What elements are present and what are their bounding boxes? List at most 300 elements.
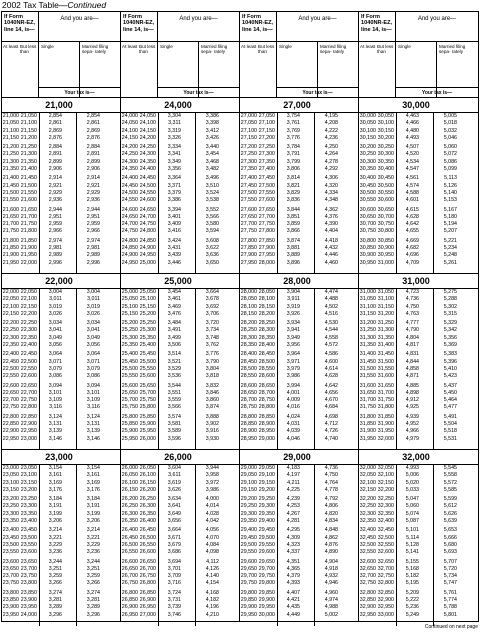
single-tax-cell: 2,951 <box>48 213 62 220</box>
single-tax-cell: 5,249 <box>405 611 419 618</box>
at-least-cell: 28,000 <box>240 289 257 295</box>
single-tax-cell: 4,817 <box>405 342 419 349</box>
single-tax-cell: 3,094 <box>48 382 62 389</box>
but-less-than-cell: 21,750 <box>20 221 37 228</box>
table-row <box>359 487 478 494</box>
single-tax-cell: 4,912 <box>405 397 419 404</box>
but-less-than-cell: 25,200 <box>139 310 156 317</box>
table-row <box>240 480 358 487</box>
at-least-cell: 29,500 <box>240 541 257 548</box>
but-less-than-cell: 29,350 <box>258 510 275 517</box>
married-separately-tax-cell: 2,944 <box>86 206 100 213</box>
at-least-cell: 24,250 <box>121 151 138 158</box>
at-least-cell: 24,450 <box>121 182 138 189</box>
but-less-than-cell: 23,400 <box>20 518 37 525</box>
at-least-cell: 28,400 <box>240 351 257 358</box>
single-tax-cell: 3,679 <box>167 541 181 548</box>
married-separately-tax-cell: 5,261 <box>443 259 457 266</box>
table-row <box>359 311 478 318</box>
table-row <box>240 304 358 311</box>
table-row <box>359 542 478 549</box>
but-less-than-cell: 25,150 <box>139 303 156 310</box>
but-less-than-cell: 27,100 <box>258 120 275 127</box>
at-least-cell: 22,450 <box>2 358 19 365</box>
married-separately-tax-cell: 2,951 <box>86 213 100 220</box>
block-heading-label: 22,000 <box>45 276 73 286</box>
at-least-cell: 28,900 <box>240 428 257 435</box>
table-row <box>2 373 120 380</box>
at-least-cell: 24,800 <box>121 237 138 244</box>
but-less-than-cell: 22,800 <box>20 404 37 411</box>
table-row <box>359 604 478 611</box>
table-row <box>240 151 358 158</box>
but-less-than-cell: 25,300 <box>139 327 156 334</box>
table-row <box>359 128 478 135</box>
married-separately-tax-cell: 5,046 <box>443 134 457 141</box>
but-less-than-cell: 26,100 <box>139 472 156 479</box>
married-separately-tax-cell: 5,275 <box>443 289 457 295</box>
married-separately-tax-cell: 3,972 <box>205 479 219 486</box>
single-tax-cell: 4,001 <box>286 389 300 396</box>
at-least-cell: 30,550 <box>359 197 376 204</box>
at-least-cell: 24,050 <box>121 120 138 127</box>
married-separately-tax-cell: 3,608 <box>205 237 219 244</box>
table-row <box>121 535 239 542</box>
married-separately-tax-cell: 2,869 <box>86 127 100 134</box>
married-separately-tax-cell: 4,806 <box>324 503 338 510</box>
single-tax-cell: 4,365 <box>286 565 300 572</box>
table-row <box>121 436 239 443</box>
but-less-than-cell: 32,200 <box>377 486 394 493</box>
at-least-cell: 29,400 <box>240 527 257 534</box>
table-row <box>121 511 239 518</box>
single-tax-cell: 4,024 <box>286 413 300 420</box>
but-less-than-cell: 31,900 <box>377 421 394 428</box>
married-separately-tax-cell: 4,208 <box>324 120 338 127</box>
but-less-than-cell: 21,250 <box>20 144 37 151</box>
married-separately-tax-cell: 4,084 <box>205 541 219 548</box>
status-header <box>396 12 478 97</box>
married-separately-tax-cell: 5,747 <box>443 580 457 587</box>
row-group <box>121 113 239 267</box>
income-block <box>240 98 358 274</box>
but-less-than-label: But less than <box>258 44 275 55</box>
at-least-cell: 24,150 <box>121 134 138 141</box>
married-separately-tax-cell: 4,292 <box>324 166 338 173</box>
table-row <box>2 566 120 573</box>
table-row <box>121 166 239 173</box>
at-least-cell: 31,850 <box>359 421 376 428</box>
married-separately-tax-cell: 5,194 <box>443 221 457 228</box>
single-tax-cell: 3,656 <box>167 518 181 525</box>
married-separately-tax-cell: 2,891 <box>86 151 100 158</box>
but-less-than-cell: 24,700 <box>139 213 156 220</box>
at-least-cell: 31,200 <box>359 320 376 327</box>
table-column <box>2 12 121 621</box>
single-tax-cell: 4,966 <box>405 428 419 435</box>
table-row <box>240 335 358 342</box>
at-least-cell: 24,700 <box>121 221 138 228</box>
table-row <box>359 390 478 397</box>
but-less-than-cell: 29,800 <box>258 580 275 587</box>
at-least-cell: 28,650 <box>240 389 257 396</box>
single-tax-cell: 3,664 <box>167 527 181 534</box>
married-separately-tax-cell: 4,390 <box>324 221 338 228</box>
income-header <box>2 12 39 97</box>
but-less-than-cell: 29,550 <box>258 541 275 548</box>
but-less-than-cell: 24,300 <box>139 151 156 158</box>
married-separately-tax-cell: 3,622 <box>205 245 219 252</box>
at-least-cell: 30,700 <box>359 221 376 228</box>
but-less-than-cell: 22,300 <box>20 327 37 334</box>
single-tax-cell: 4,407 <box>286 589 300 596</box>
married-separately-tax-cell: 4,530 <box>324 320 338 327</box>
but-less-than-cell: 25,650 <box>139 382 156 389</box>
at-least-cell: 30,200 <box>359 144 376 151</box>
married-separately-tax-cell: 5,234 <box>443 245 457 252</box>
single-tax-cell: 4,628 <box>405 213 419 220</box>
table-row <box>121 487 239 494</box>
single-tax-cell: 3,454 <box>167 289 181 295</box>
table-row <box>121 289 239 296</box>
single-tax-cell: 3,409 <box>167 221 181 228</box>
table-row <box>240 183 358 190</box>
but-less-than-cell: 23,950 <box>20 604 37 611</box>
single-tax-cell: 4,750 <box>405 303 419 310</box>
married-separately-tax-cell: 4,446 <box>324 252 338 259</box>
table-row <box>121 566 239 573</box>
table-row <box>121 414 239 421</box>
at-least-cell: 25,450 <box>121 358 138 365</box>
single-tax-cell: 3,529 <box>167 365 181 372</box>
single-tax-cell: 4,039 <box>286 428 300 435</box>
married-separately-tax-cell: 2,906 <box>86 166 100 173</box>
but-less-than-cell: 30,350 <box>377 158 394 165</box>
married-separately-tax-cell: 5,531 <box>443 435 457 442</box>
but-less-than-cell: 28,100 <box>258 296 275 303</box>
single-tax-cell: 3,731 <box>167 597 181 604</box>
at-least-cell: 32,550 <box>359 549 376 556</box>
but-less-than-cell: 25,600 <box>139 373 156 380</box>
but-less-than-cell: 24,550 <box>139 189 156 196</box>
at-least-cell: 28,500 <box>240 365 257 372</box>
but-less-than-cell: 23,800 <box>20 580 37 587</box>
table-row <box>240 289 358 296</box>
single-tax-cell: 2,891 <box>48 151 62 158</box>
but-less-than-cell: 27,900 <box>258 245 275 252</box>
table-row <box>121 183 239 190</box>
table-row <box>2 472 120 479</box>
married-separately-tax-cell: 3,034 <box>86 320 100 327</box>
at-least-cell: 22,250 <box>2 327 19 334</box>
but-less-than-cell: 21,100 <box>20 120 37 127</box>
married-separately-tax-cell: 5,072 <box>443 151 457 158</box>
at-least-cell: 30,250 <box>359 151 376 158</box>
at-least-cell: 23,600 <box>2 558 19 565</box>
income-block <box>121 274 239 450</box>
income-header <box>121 12 158 97</box>
single-tax-cell: 4,615 <box>405 206 419 213</box>
at-least-cell: 25,500 <box>121 365 138 372</box>
at-least-cell: 32,150 <box>359 486 376 493</box>
at-least-cell: 21,700 <box>2 221 19 228</box>
block-heading <box>2 450 120 465</box>
single-tax-cell: 3,251 <box>48 565 62 572</box>
married-separately-tax-cell: 3,146 <box>86 435 100 442</box>
at-least-cell: 32,100 <box>359 479 376 486</box>
but-less-than-cell: 29,500 <box>258 534 275 541</box>
but-less-than-cell: 30,500 <box>377 182 394 189</box>
but-less-than-cell: 30,400 <box>377 166 394 173</box>
table-row <box>121 480 239 487</box>
single-label: Single <box>398 44 411 49</box>
at-least-cell: 21,500 <box>2 189 19 196</box>
married-separately-tax-cell: 3,184 <box>86 496 100 503</box>
married-separately-tax-cell: 3,888 <box>205 413 219 420</box>
at-least-cell: 27,900 <box>240 252 257 259</box>
table-row <box>359 221 478 228</box>
table-row <box>359 404 478 411</box>
at-least-cell: 25,200 <box>121 320 138 327</box>
but-less-than-cell: 28,400 <box>258 342 275 349</box>
married-separately-tax-cell: 3,496 <box>205 175 219 182</box>
table-row <box>2 159 120 166</box>
at-least-cell: 28,250 <box>240 327 257 334</box>
income-block <box>121 98 239 274</box>
but-less-than-cell: 31,250 <box>377 320 394 327</box>
but-less-than-cell: 27,250 <box>258 144 275 151</box>
but-less-than-cell: 26,000 <box>139 435 156 442</box>
but-less-than-cell: 30,200 <box>377 134 394 141</box>
block-heading-label: 24,000 <box>164 100 192 110</box>
table-row <box>240 366 358 373</box>
married-separately-tax-cell: 2,914 <box>86 175 100 182</box>
at-least-cell: 29,650 <box>240 565 257 572</box>
married-separately-tax-cell: 2,876 <box>86 134 100 141</box>
table-row <box>121 151 239 158</box>
married-separately-tax-cell: 3,818 <box>205 373 219 380</box>
table-row <box>240 573 358 580</box>
but-less-than-cell: 24,100 <box>139 120 156 127</box>
single-tax-cell: 3,709 <box>167 573 181 580</box>
single-tax-cell: 4,642 <box>405 221 419 228</box>
but-less-than-cell: 31,000 <box>377 259 394 266</box>
and-you-are-label: And you are— <box>179 16 218 22</box>
single-tax-cell: 5,033 <box>405 486 419 493</box>
income-block <box>2 274 120 450</box>
at-least-cell: 24,750 <box>121 228 138 235</box>
but-less-than-cell: 29,400 <box>258 518 275 525</box>
but-less-than-cell: 23,100 <box>20 472 37 479</box>
table-column <box>359 12 478 621</box>
but-less-than-cell: 25,550 <box>139 365 156 372</box>
but-less-than-cell: 26,250 <box>139 496 156 503</box>
single-tax-cell: 4,435 <box>286 604 300 611</box>
table-row <box>2 221 120 228</box>
married-separately-tax-cell: 5,626 <box>443 510 457 517</box>
but-less-than-cell: 25,350 <box>139 334 156 341</box>
married-separately-tax-cell: 4,222 <box>324 127 338 134</box>
at-least-cell: 25,400 <box>121 351 138 358</box>
and-you-are-label: And you are— <box>417 16 457 22</box>
married-separately-tax-cell: 5,558 <box>443 472 457 479</box>
married-separately-tax-cell: 3,468 <box>205 158 219 165</box>
but-less-than-cell: 23,200 <box>20 486 37 493</box>
at-least-cell: 29,850 <box>240 597 257 604</box>
block-heading <box>2 98 120 113</box>
single-tax-cell: 4,197 <box>286 472 300 479</box>
single-tax-cell: 3,079 <box>48 365 62 372</box>
at-least-cell: 30,450 <box>359 182 376 189</box>
at-least-cell: 27,950 <box>240 259 257 266</box>
table-row <box>121 159 239 166</box>
but-less-than-cell: 31,650 <box>377 382 394 389</box>
married-separately-tax-cell: 3,281 <box>86 597 100 604</box>
married-separately-tax-cell: 2,974 <box>86 237 100 244</box>
table-row <box>359 214 478 221</box>
but-less-than-cell: 26,750 <box>139 573 156 580</box>
table-row <box>240 580 358 587</box>
married-separately-tax-cell: 5,383 <box>443 351 457 358</box>
married-separately-tax-cell: 2,899 <box>86 158 100 165</box>
married-separately-tax-cell: 3,762 <box>205 342 219 349</box>
table-row <box>121 296 239 303</box>
but-less-than-cell: 29,200 <box>258 486 275 493</box>
single-tax-cell: 3,904 <box>286 289 300 295</box>
table-row <box>121 327 239 334</box>
but-less-than-cell: 27,000 <box>139 611 156 618</box>
single-tax-cell: 4,379 <box>286 573 300 580</box>
single-tax-cell: 4,669 <box>405 237 419 244</box>
single-tax-cell: 3,244 <box>48 558 62 565</box>
but-less-than-cell: 32,750 <box>377 573 394 580</box>
married-separately-tax-cell: 3,139 <box>86 428 100 435</box>
married-separately-tax-cell: 5,180 <box>443 213 457 220</box>
but-less-than-cell: 28,450 <box>258 351 275 358</box>
but-less-than-cell: 30,750 <box>377 221 394 228</box>
but-less-than-cell: 30,000 <box>258 611 275 618</box>
but-less-than-cell: 22,750 <box>20 397 37 404</box>
at-least-label: At least <box>122 44 138 49</box>
table-row <box>2 190 120 197</box>
married-separately-tax-cell: 4,348 <box>324 197 338 204</box>
single-tax-cell: 4,463 <box>405 113 419 119</box>
table-row <box>359 327 478 334</box>
table-row <box>240 207 358 214</box>
table-row <box>2 465 120 472</box>
single-tax-cell: 2,884 <box>48 144 62 151</box>
married-separately-tax-cell: 4,306 <box>324 175 338 182</box>
at-least-cell: 21,800 <box>2 237 19 244</box>
married-separately-tax-cell: 3,524 <box>205 189 219 196</box>
married-separately-tax-cell: 3,664 <box>205 289 219 295</box>
married-separately-tax-cell: 5,221 <box>443 237 457 244</box>
at-least-cell: 23,000 <box>2 465 19 471</box>
table-row <box>240 472 358 479</box>
married-separately-tax-cell: 4,042 <box>205 518 219 525</box>
single-tax-cell: 4,281 <box>286 518 300 525</box>
married-separately-tax-cell: 4,376 <box>324 213 338 220</box>
at-least-cell: 28,950 <box>240 435 257 442</box>
table-row <box>240 436 358 443</box>
table-row <box>2 335 120 342</box>
table-row <box>2 366 120 373</box>
table-row <box>359 183 478 190</box>
at-least-cell: 22,900 <box>2 428 19 435</box>
married-separately-tax-cell: 3,199 <box>86 510 100 517</box>
at-least-cell: 26,300 <box>121 510 138 517</box>
at-least-cell: 25,700 <box>121 397 138 404</box>
married-separately-tax-cell: 3,079 <box>86 365 100 372</box>
column-header <box>240 12 358 98</box>
but-less-than-cell: 29,000 <box>258 435 275 442</box>
single-tax-cell: 4,898 <box>405 389 419 396</box>
status-subheader <box>396 41 478 98</box>
at-least-cell: 30,150 <box>359 134 376 141</box>
married-separately-tax-cell: 4,600 <box>324 358 338 365</box>
married-separately-tax-cell: 3,580 <box>205 221 219 228</box>
single-tax-cell: 4,655 <box>405 228 419 235</box>
at-least-cell: 28,350 <box>240 342 257 349</box>
married-separately-tax-cell: 3,440 <box>205 144 219 151</box>
single-tax-cell: 3,559 <box>167 397 181 404</box>
married-separately-tax-cell: 2,989 <box>86 252 100 259</box>
but-less-than-cell: 28,900 <box>258 421 275 428</box>
single-tax-cell: 3,536 <box>167 373 181 380</box>
table-row <box>2 612 120 619</box>
row-group <box>121 289 239 443</box>
single-tax-cell: 3,859 <box>286 221 300 228</box>
single-tax-cell: 5,101 <box>405 527 419 534</box>
but-less-than-cell: 25,500 <box>139 358 156 365</box>
married-separately-tax-cell: 5,113 <box>444 175 457 182</box>
single-tax-cell: 3,326 <box>167 134 181 141</box>
at-least-cell: 22,600 <box>2 382 19 389</box>
at-least-cell: 32,250 <box>359 503 376 510</box>
block-heading-label: 31,000 <box>402 276 430 286</box>
block-heading <box>121 98 239 113</box>
at-least-cell: 25,250 <box>121 327 138 334</box>
at-least-cell: 32,850 <box>359 597 376 604</box>
single-tax-cell: 2,996 <box>48 259 62 266</box>
married-separately-tax-cell: 4,264 <box>324 151 338 158</box>
table-row <box>121 472 239 479</box>
single-tax-cell: 3,589 <box>167 428 181 435</box>
single-tax-cell: 4,239 <box>286 496 300 503</box>
married-separately-tax-cell: 2,936 <box>86 197 100 204</box>
table-row <box>2 183 120 190</box>
table-row <box>2 238 120 245</box>
but-less-than-cell: 26,900 <box>139 597 156 604</box>
single-tax-cell: 3,581 <box>167 421 181 428</box>
single-tax-cell: 3,754 <box>286 113 300 119</box>
at-least-cell: 29,900 <box>240 604 257 611</box>
married-separately-tax-cell: 4,014 <box>205 503 219 510</box>
table-row <box>240 511 358 518</box>
at-least-cell: 27,550 <box>240 197 257 204</box>
table-row <box>121 604 239 611</box>
but-less-than-cell: 29,700 <box>258 565 275 572</box>
married-separately-tax-cell: 5,612 <box>443 503 457 510</box>
table-row <box>121 428 239 435</box>
table-row <box>240 542 358 549</box>
single-tax-cell: 3,101 <box>48 389 62 396</box>
single-tax-cell: 3,416 <box>167 228 181 235</box>
single-tax-cell: 4,925 <box>405 404 419 411</box>
but-less-than-cell: 32,500 <box>377 534 394 541</box>
at-least-cell: 32,000 <box>359 465 376 471</box>
single-tax-cell: 3,176 <box>48 486 62 493</box>
